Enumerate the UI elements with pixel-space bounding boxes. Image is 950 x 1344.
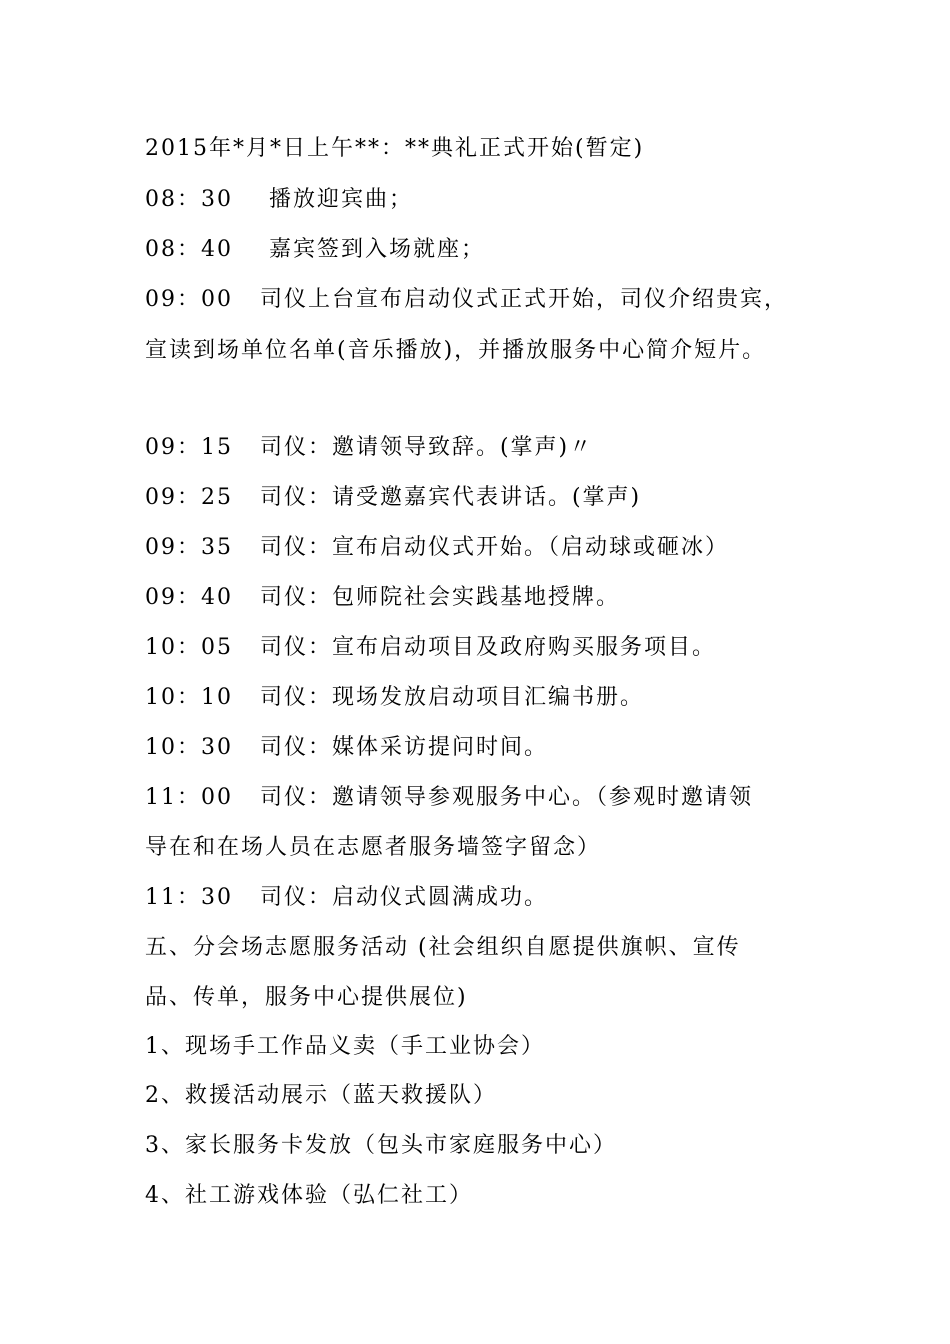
section-five-heading: 五、分会场志愿服务活动 (社会组织自愿提供旗帜、宣传 (145, 935, 741, 960)
schedule-line-0915: 09：15 司仪：邀请领导致辞。(掌声)〃 (145, 435, 594, 460)
activity-item-4: 4、社工游戏体验（弘仁社工） (145, 1183, 473, 1208)
schedule-line-1010: 10：10 司仪：现场发放启动项目汇编书册。 (145, 685, 644, 710)
schedule-line-0830: 08：30 播放迎宾曲； (145, 187, 413, 212)
schedule-line-1005: 10：05 司仪：宣布启动项目及政府购买服务项目。 (145, 635, 716, 660)
activity-item-2: 2、救援活动展示（蓝天救援队） (145, 1083, 497, 1108)
schedule-line-1130: 11：30 司仪：启动仪式圆满成功。 (145, 885, 548, 910)
activity-item-3: 3、家长服务卡发放（包头市家庭服务中心） (145, 1133, 617, 1158)
schedule-line-0935: 09：35 司仪：宣布启动仪式开始。（启动球或砸冰） (145, 535, 729, 560)
schedule-line-1100: 11：00 司仪：邀请领导参观服务中心。（参观时邀请领 (145, 785, 753, 810)
schedule-line-0900: 09：00 司仪上台宣布启动仪式正式开始，司仪介绍贵宾， (145, 287, 788, 312)
schedule-line-0940: 09：40 司仪：包师院社会实践基地授牌。 (145, 585, 620, 610)
activity-item-1: 1、现场手工作品义卖（手工业协会） (145, 1034, 545, 1059)
schedule-line-1100-cont: 导在和在场人员在志愿者服务墙签字留念） (145, 835, 602, 860)
schedule-line-0900-cont: 宣读到场单位名单(音乐播放)，并播放服务中心简介短片。 (145, 338, 767, 363)
schedule-line-0925: 09：25 司仪：请受邀嘉宾代表讲话。(掌声) (145, 485, 642, 510)
section-five-heading-cont: 品、传单，服务中心提供展位) (145, 985, 468, 1010)
schedule-line-1030: 10：30 司仪：媒体采访提问时间。 (145, 735, 548, 760)
schedule-line-0840: 08：40 嘉宾签到入场就座； (145, 237, 485, 262)
schedule-heading: 2015年*月*日上午**：**典礼正式开始(暂定) (145, 136, 645, 161)
